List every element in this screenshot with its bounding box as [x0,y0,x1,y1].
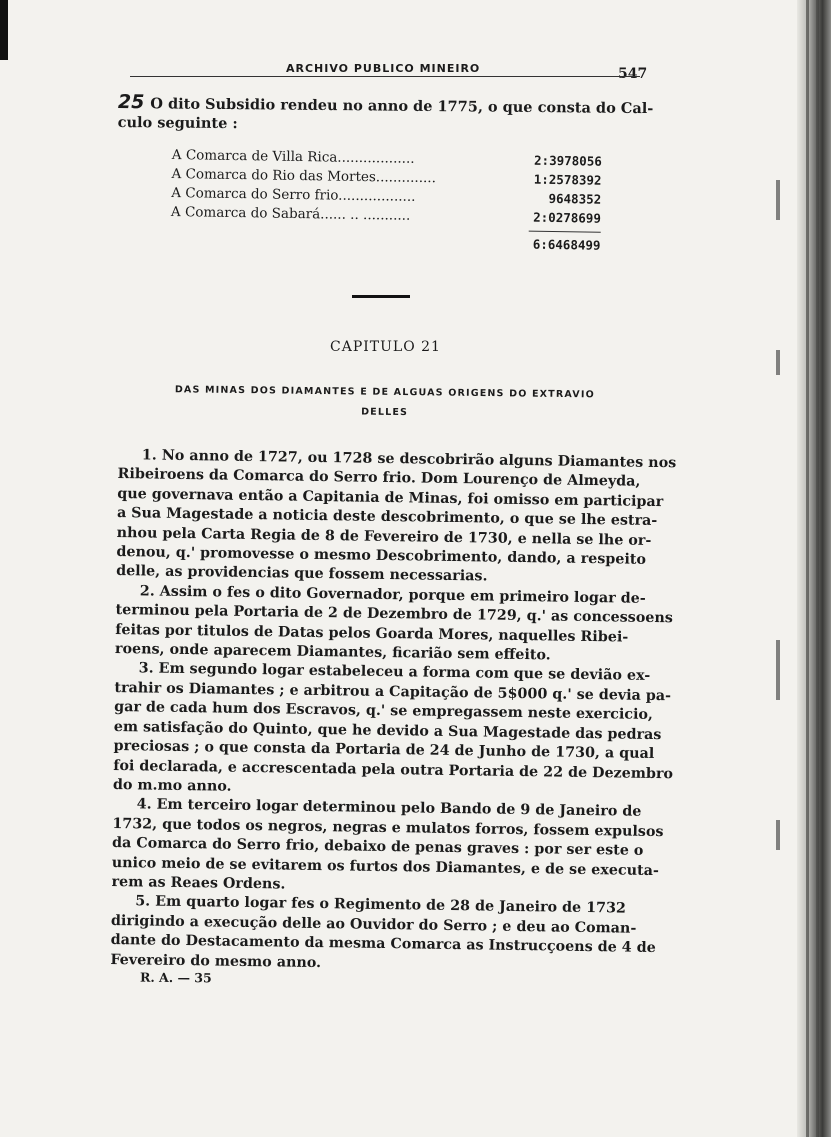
row-label: A Comarca do Sabará...... .. ........... [170,203,411,224]
body-line: 4. Em terceiro logar determinou pelo Bando de 9 de Janeiro de [136,796,642,821]
body-line: unico meio de se evitarem os furtos dos Diamantes, e de se executa- [111,854,659,879]
body-line: Ribeiroens da Comarca do Serro frio. Dom Lourenço de Almeyda, [117,466,641,491]
body-line: 3. Em segundo logar estabeleceu a forma com que se devião ex- [138,660,651,685]
intro-line: culo seguinte : [117,113,238,133]
body-line: rem as Reaes Ordens. [111,873,286,893]
body-line: 1732, que todos os negros, negras e mulatos forros, fossem expulsos [112,815,664,840]
row-label: A Comarca do Rio das Mortes.............. [171,165,437,187]
row-label: A Comarca do Serro frio.................. [171,184,416,205]
page-number: 547 [618,66,648,82]
intro-paragraph [118,93,654,137]
body-line: terminou pela Portaria de 2 de Dezembro de 1729, q.' as concessoens [115,602,673,627]
row-value: 2:3978056 [533,152,602,169]
subtitle-line: DELLES [361,406,409,419]
total-rule [529,231,601,233]
body-line: denou, q.' promovesse o mesmo Descobrimento, dando, a respeito [116,544,647,568]
body-line: 1. No anno de 1727, ou 1728 se descobrirão alguns Diamantes nos [141,447,677,472]
header-rule [130,76,640,77]
chapter-title: CAPITULO 21 [330,339,441,355]
body-line: preciosas ; o que consta da Portaria de 24 de Junho de 1730, a qual [113,738,655,763]
row-value: 9648352 [548,190,602,207]
body-line: 5. Em quarto logar fes o Regimento de 28 de Janeiro de 1732 [135,893,627,917]
row-value: 2:0278699 [533,209,602,226]
body-line: que governava então a Capitania de Minas, foi omisso em participar [117,485,664,510]
row-value: 1:2578392 [533,171,602,188]
body-line: roens, onde aparecem Diamantes, ficarião sem effeito. [114,641,551,664]
body-line: dante do Destacamento da mesma Comarca as Instrucçoens de 4 de [110,932,656,957]
body-line: trahir os Diamantes ; e arbitrou a Capitação de 5$000 q.' se devia pa- [114,679,672,705]
body-line: em satisfação do Quinto, que he devido a Sua Magestade das pedras [113,718,662,743]
scan-noise-marks [776,120,782,1020]
section-divider [352,295,410,298]
handwritten-number: 25 [117,91,145,114]
body-line: gar de cada hum dos Escravos, q.' se empregassem neste exercicio, [114,699,654,724]
body-line: do m.mo anno. [112,776,232,795]
body-line: a Sua Magestade a noticia deste descobrimento, o que se lhe estra- [116,505,658,530]
book-binding-edge [797,0,831,1137]
body-line: nhou pela Carta Regia de 8 de Fevereiro de 1730, e nella se lhe or- [116,524,652,549]
intro-line-text: O dito Subsidio rendeu no anno de 1775, o que consta do Cal- [150,95,654,118]
body-line: feitas por titulos de Datas pelos Goarda Mores, naquelles Ribei- [115,621,629,646]
body-line: Fevereiro do mesmo anno. [110,951,322,971]
header-title: ARCHIVO PUBLICO MINEIRO [286,62,481,75]
table-total: 6:6468499 [532,236,601,253]
body-line: 2. Assim o fes o dito Governador, porque em primeiro logar de- [139,583,646,607]
body-line: foi declarada, e accrescentada pela outra Portaria de 22 de Dezembro [113,757,674,782]
body-line: da Comarca do Serro frio, debaixo de penas graves : por ser este o [111,835,644,859]
footer-signature: R. A. — 35 [139,969,212,986]
row-label: A Comarca de Villa Rica.................. [171,147,415,167]
body-line: dirigindo a execução delle ao Ouvidor do Serro ; e deu ao Coman- [110,912,637,937]
chapter-body [110,446,678,978]
subtitle-line: DAS MINAS DOS DIAMANTES E DE ALGUAS ORIGENS DO EXTRAVIO [174,384,595,401]
chapter-subtitle [155,380,615,426]
revenue-table [170,147,602,253]
scan-edge-mark [0,0,8,60]
body-line: delle, as providencias que fossem necessarias. [116,563,488,585]
